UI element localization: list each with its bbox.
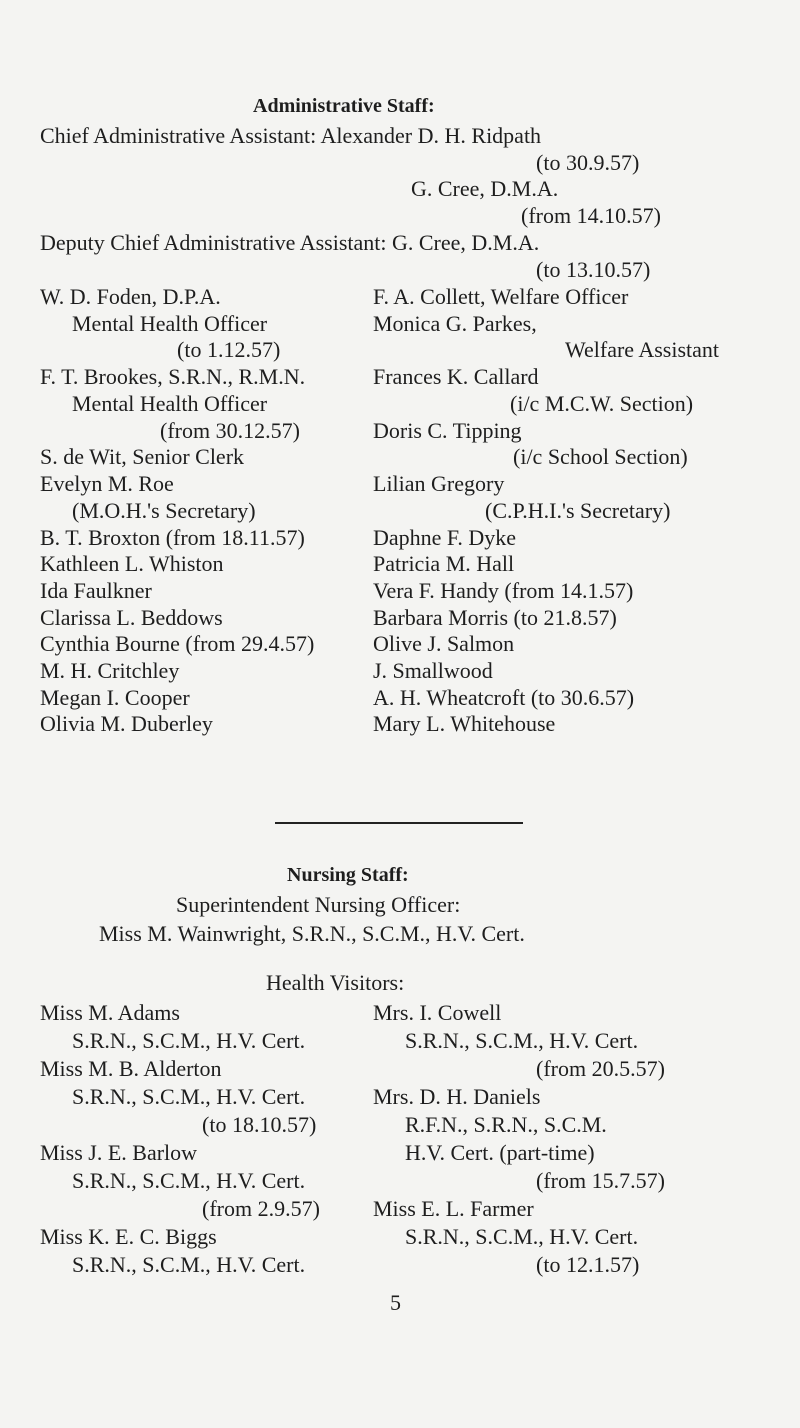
right-entry: Lilian Gregory: [373, 471, 505, 496]
hv-left-entry: S.R.N., S.C.M., H.V. Cert.: [72, 1252, 306, 1277]
left-entry: Clarissa L. Beddows: [40, 605, 223, 630]
left-entry: B. T. Broxton (from 18.11.57): [40, 525, 305, 550]
right-entry: Olive J. Salmon: [373, 631, 515, 656]
hv-left-entry: Miss J. E. Barlow: [40, 1140, 198, 1165]
right-entry: F. A. Collett, Welfare Officer: [373, 284, 629, 309]
left-entry: Kathleen L. Whiston: [40, 551, 224, 576]
deputy-chief-line: Deputy Chief Administrative Assistant: G. Cree, D.M.A.: [40, 230, 540, 255]
deputy-chief-note: (to 13.10.57): [536, 257, 651, 282]
chief-admin-note-2: (from 14.10.57): [521, 203, 661, 228]
hv-left-entry: (from 2.9.57): [202, 1196, 320, 1221]
hv-right-entry: (to 12.1.57): [536, 1252, 640, 1277]
right-entry: J. Smallwood: [373, 658, 493, 683]
right-entry: (i/c M.C.W. Section): [510, 391, 694, 416]
hv-right-entry: R.F.N., S.R.N., S.C.M.: [405, 1112, 607, 1137]
superintendent-title: Superintendent Nursing Officer:: [176, 892, 461, 917]
right-entry: Welfare Assistant: [565, 337, 720, 362]
right-entry: Monica G. Parkes,: [373, 311, 537, 336]
hv-right-entry: S.R.N., S.C.M., H.V. Cert.: [405, 1028, 639, 1053]
left-entry: Mental Health Officer: [72, 311, 268, 336]
hv-left-entry: (to 18.10.57): [202, 1112, 317, 1137]
admin-heading: Administrative Staff:: [253, 95, 435, 117]
right-entry: Doris C. Tipping: [373, 418, 522, 443]
hv-left-entry: Miss K. E. C. Biggs: [40, 1224, 217, 1249]
superintendent-name: Miss M. Wainwright, S.R.N., S.C.M., H.V. Cert.: [99, 921, 525, 946]
hv-left-entry: Miss M. B. Alderton: [40, 1056, 222, 1081]
left-entry: Cynthia Bourne (from 29.4.57): [40, 631, 315, 656]
hv-right-entry: (from 15.7.57): [536, 1168, 665, 1193]
chief-admin-name-2: G. Cree, D.M.A.: [411, 176, 559, 201]
left-entry: (M.O.H.'s Secretary): [72, 498, 256, 523]
hv-right-entry: (from 20.5.57): [536, 1056, 665, 1081]
hv-right-entry: Miss E. L. Farmer: [373, 1196, 534, 1221]
hv-left-entry: S.R.N., S.C.M., H.V. Cert.: [72, 1168, 306, 1193]
nursing-heading: Nursing Staff:: [287, 864, 409, 886]
right-entry: A. H. Wheatcroft (to 30.6.57): [373, 685, 635, 710]
chief-admin-line: Chief Administrative Assistant: Alexander D. H. Ridpath: [40, 123, 542, 148]
section-divider: [275, 822, 523, 824]
right-entry: Frances K. Callard: [373, 364, 539, 389]
hv-right-entry: Mrs. D. H. Daniels: [373, 1084, 541, 1109]
health-visitors-heading: Health Visitors:: [266, 970, 405, 995]
right-entry: (i/c School Section): [513, 444, 688, 469]
right-entry: Vera F. Handy (from 14.1.57): [373, 578, 634, 603]
right-entry: Patricia M. Hall: [373, 551, 515, 576]
left-entry: Olivia M. Duberley: [40, 711, 213, 736]
hv-left-entry: S.R.N., S.C.M., H.V. Cert.: [72, 1028, 306, 1053]
chief-admin-note-1: (to 30.9.57): [536, 150, 640, 175]
left-entry: Megan I. Cooper: [40, 685, 190, 710]
hv-left-entry: Miss M. Adams: [40, 1000, 180, 1025]
right-entry: Barbara Morris (to 21.8.57): [373, 605, 617, 630]
page-number: 5: [390, 1290, 401, 1315]
right-entry: Daphne F. Dyke: [373, 525, 517, 550]
left-entry: M. H. Critchley: [40, 658, 180, 683]
left-entry: S. de Wit, Senior Clerk: [40, 444, 245, 469]
left-entry: Mental Health Officer: [72, 391, 268, 416]
left-entry: (to 1.12.57): [177, 337, 281, 362]
left-entry: F. T. Brookes, S.R.N., R.M.N.: [40, 364, 306, 389]
hv-right-entry: S.R.N., S.C.M., H.V. Cert.: [405, 1224, 639, 1249]
left-entry: Ida Faulkner: [40, 578, 152, 603]
hv-right-entry: Mrs. I. Cowell: [373, 1000, 502, 1025]
left-entry: (from 30.12.57): [160, 418, 300, 443]
right-entry: Mary L. Whitehouse: [373, 711, 556, 736]
hv-right-entry: H.V. Cert. (part-time): [405, 1140, 595, 1165]
left-entry: W. D. Foden, D.P.A.: [40, 284, 221, 309]
hv-left-entry: S.R.N., S.C.M., H.V. Cert.: [72, 1084, 306, 1109]
left-entry: Evelyn M. Roe: [40, 471, 174, 496]
right-entry: (C.P.H.I.'s Secretary): [485, 498, 671, 523]
